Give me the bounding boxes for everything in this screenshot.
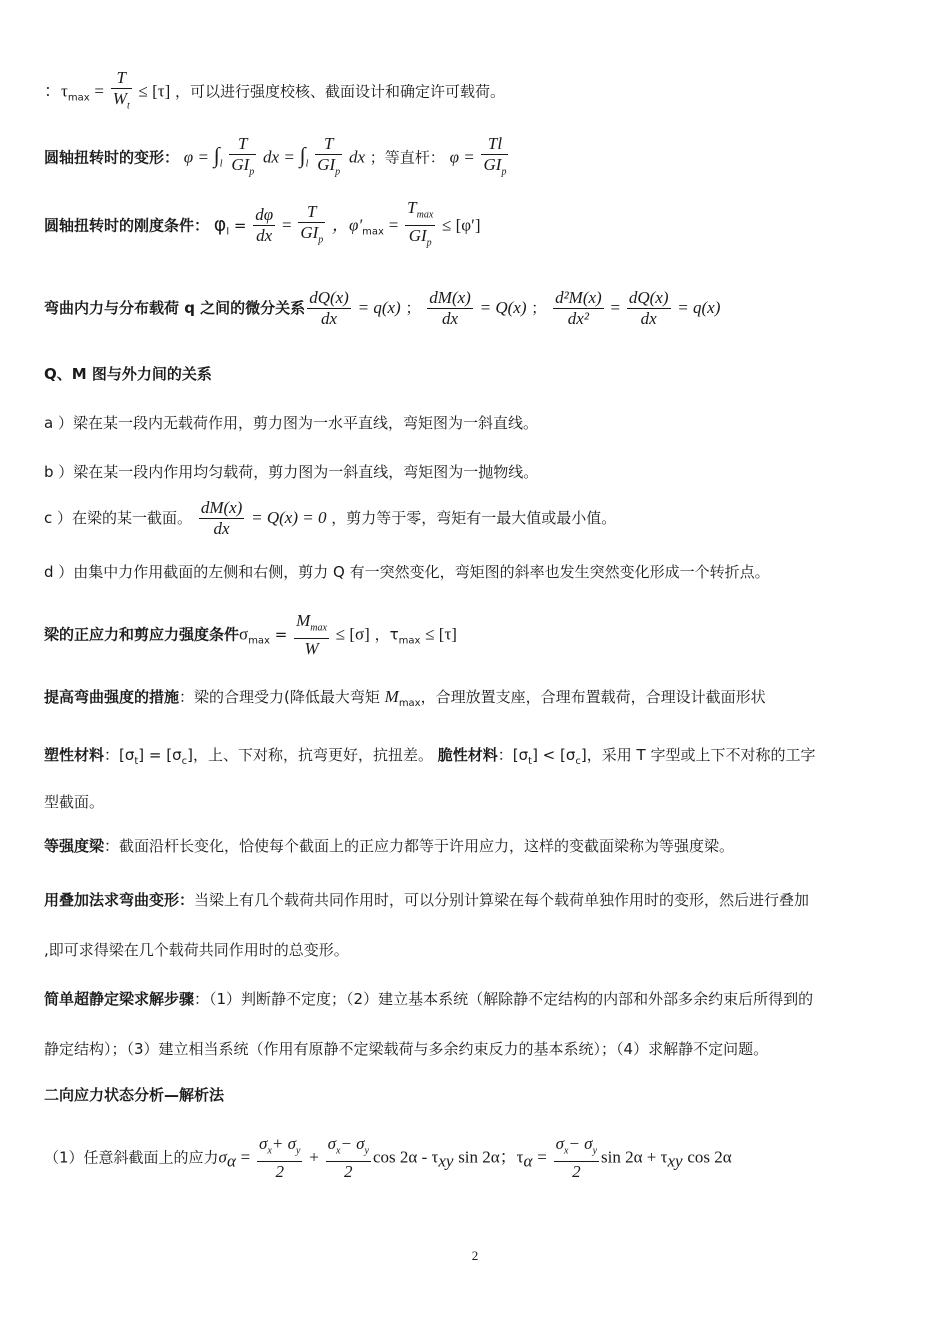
fraction: $\frac{\sigma_x- \sigma_y}{2}$: [327, 1134, 369, 1182]
fraction: $\frac{Tl}{GI_p}$: [483, 134, 507, 178]
paragraph-superposition-cont: ,即可求得梁在几个载荷共同作用时的总变形。: [44, 941, 349, 959]
fraction: $\frac{\sigma_x+ \sigma_y}{2}$: [259, 1134, 301, 1182]
fraction: $\frac{dQ(x)}{dx}$: [628, 288, 669, 328]
formula-line-torsion-stiffness: 圆轴扭转时的刚度条件： $\varphi_l$ = $\frac{d\varphi}{dx}$ = $\frac{T}{GI_p}$ ，$\varphi'_{max}$ = $\frac{T_{max}}{GI_p}$ ≤ [φ′]: [44, 198, 480, 254]
paragraph-indeterminate-steps: 简单超静定梁求解步骤：（1）判断静不定度；（2）建立基本系统（解除静不定结构的内部和外部多余约束后所得到的: [44, 990, 814, 1008]
fraction: $\frac{\text{d²M(x)}}{\text{dx²}}$: [555, 288, 602, 328]
fraction: $\frac{T}{W_t}$: [112, 68, 130, 112]
fraction: $\frac{d\varphi}{dx}$: [255, 205, 274, 246]
list-item-a: a ）梁在某一段内无载荷作用，剪力图为一水平直线，弯矩图为一斜直线。: [44, 414, 538, 432]
paragraph-indeterminate-steps-cont: 静定结构）；（3）建立相当系统（作用有原静不定梁载荷与多余约束反力的基本系统）；（4）求解静不定问题。: [44, 1040, 769, 1058]
fraction: $\frac{T}{GI_p}$: [300, 201, 324, 246]
section-heading-plane-stress: 二向应力状态分析—解析法: [44, 1086, 225, 1104]
fraction: $\frac{T}{GI_p}$: [231, 134, 255, 178]
section-heading-qm: Q、M 图与外力间的关系: [44, 365, 212, 383]
paragraph-materials-cont: 型截面。: [44, 793, 105, 811]
paragraph-superposition: 用叠加法求弯曲变形：当梁上有几个载荷共同作用时，可以分别计算梁在每个载荷单独作用时的变形，然后进行叠加: [44, 891, 810, 909]
fraction: $\frac{dQ(x)}{dx}$: [309, 288, 349, 328]
list-item-b: b ）梁在某一段内作用均匀载荷，剪力图为一斜直线，弯矩图为一抛物线。: [44, 463, 539, 481]
formula-line-oblique-stress: （1）任意斜截面上的应力$\sigma_\alpha$ = $\frac{\sigma_x+ \sigma_y}{2}$ + $\frac{\sigma_x- \sigma_y}{2}$ $\cos 2\alpha - \tau_{xy}$ sin 2α；$\tau_\alpha$ = $\frac{\sigma_x- \sigma_y}{2}$ $\sin 2\alpha + \tau_{xy}$ cos 2α: [44, 1134, 732, 1182]
fraction: $\frac{M_{max}}{W}$: [296, 611, 327, 659]
paragraph-improve-strength: 提高弯曲强度的措施：梁的合理受力(降低最大弯矩 $M_{max}$，合理放置支座，合理布置载荷，合理设计截面形状: [44, 687, 766, 709]
page-number: 2: [471, 1248, 479, 1263]
formula-line-torsion-deformation: 圆轴扭转时的变形： $\varphi = \int_l$ $\frac{T}{GI_p}$ dx = $\int_l$ $\frac{T}{GI_p}$ dx ；等直杆： φ = $\frac{Tl}{GI_p}$: [44, 134, 510, 182]
fraction: $\frac{dM(x)}{dx}$: [429, 288, 471, 328]
fraction: $\frac{T}{GI_p}$: [317, 134, 341, 178]
list-item-d: d ）由集中力作用截面的左侧和右侧，剪力 Q 有一突然变化，弯矩图的斜率也发生突然变化形成一个转折点。: [44, 563, 770, 581]
fraction: $\frac{T_{max}}{GI_p}$: [407, 198, 434, 249]
fraction: $\frac{dM(x)}{dx}$: [200, 498, 243, 538]
list-item-c: c ）在梁的某一截面。 $\frac{dM(x)}{dx}$ = Q(x) = 0 ，剪力等于零，弯矩有一最大值或最小值。: [44, 498, 617, 538]
fraction: $\frac{\sigma_x- \sigma_y}{2}$: [555, 1134, 598, 1182]
formula-line-bending-differential: 弯曲内力与分布载荷 q 之间的微分关系 $\frac{dQ(x)}{dx}$ = q(x) ； $\frac{dM(x)}{dx}$ = Q(x) ； $\frac{\text{d²M(x)}}{\text{dx²}}$ = $\frac{dQ(x)}{dx}$ = q(x): [44, 288, 721, 328]
formula-line-torsion-strength: ：$\tau_{max}$ = $\frac{T}{W_t}$ ≤ [τ] ，可以进行强度校核、截面设计和确定许可载荷。: [44, 68, 505, 116]
paragraph-materials: 塑性材料：$[\sigma_t] = [\sigma_c]$，上、下对称，抗弯更好，抗扭差。 脆性材料：$[\sigma_t] < [\sigma_c]$，采用 T 字型或上下不对称的工字: [44, 746, 816, 767]
paragraph-equal-strength-beam: 等强度梁：截面沿杆长变化，恰使每个截面上的正应力都等于许用应力，这样的变截面梁称为等强度梁。: [44, 837, 735, 855]
formula-line-bending-strength: 梁的正应力和剪应力强度条件$\sigma_{max}$ = $\frac{M_{max}}{W}$ ≤ [σ] ，$\tau_{max} \le [\tau]$: [44, 611, 457, 659]
